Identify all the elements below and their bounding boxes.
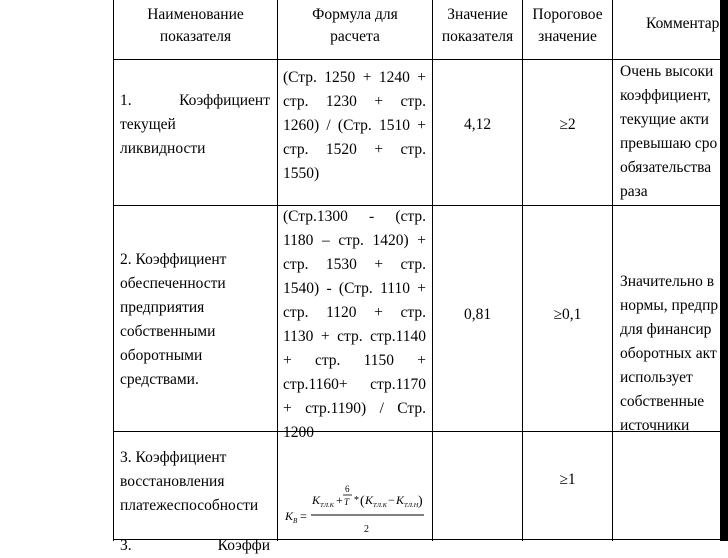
- row3-threshold: ≥1: [559, 471, 576, 488]
- formula-frac-den: T: [344, 497, 350, 507]
- row2-value: 0,81: [463, 306, 492, 323]
- row2-name: 2. Коэффициент обеспеченности предприятия собственными оборотными средствами.: [120, 251, 227, 388]
- table-border-col4: [522, 0, 523, 541]
- header-name: Наименование показателя: [147, 6, 244, 45]
- table-border-col2: [277, 0, 278, 541]
- row1-threshold: ≥2: [559, 116, 576, 133]
- row3-name: 3. Коэффициент восстановления платежеспособности: [120, 449, 259, 514]
- formula-lhs: K: [285, 509, 294, 523]
- formula-term2-sub: ТЛ.К: [373, 502, 387, 509]
- header-value: Значение показателя: [441, 6, 514, 45]
- formula-minus: −: [388, 493, 395, 507]
- formula-term2: K: [365, 493, 374, 507]
- row2-formula: (Стр.1300 - (стр. 1180 – стр. 1420) + стр. 1530 + стр. 1540) - (Стр. 1110 + стр. 1120 + стр. 1130 + стр. стр.1140 + стр. 1150 + стр.1160+ стр.1170 + стр.1190) / Стр. 1200: [283, 208, 426, 441]
- header-formula: Формула для расчета: [312, 6, 398, 45]
- row3-formula: [282, 478, 430, 538]
- row1-name-line1: 1. Коэффициент текущей ликвидности: [120, 92, 270, 157]
- row1-value: 4,12: [463, 116, 492, 133]
- formula-plus: +: [336, 493, 343, 507]
- row2-threshold: ≥0,1: [553, 306, 582, 323]
- row4-name: 3. Коэффи: [120, 537, 270, 554]
- header-comment: Комментар: [646, 15, 720, 32]
- table-border-col3: [432, 0, 433, 541]
- table-border-right: [720, 0, 728, 541]
- formula-lhs-sub: В: [293, 517, 298, 525]
- header-threshold: Пороговое значение: [532, 6, 603, 45]
- table-border-col5: [612, 0, 613, 541]
- formula-term1: K: [312, 493, 321, 507]
- recovery-ratio-formula: [282, 478, 430, 538]
- formula-lparen: (: [360, 494, 365, 509]
- formula-term3-sub: ТЛ.Н: [404, 502, 419, 509]
- formula-rparen: ): [418, 494, 423, 509]
- row1-comment: Очень высоки коэффициент, текущие акти превышаю сро обязательства раза: [620, 63, 718, 200]
- formula-times: *: [354, 495, 359, 506]
- formula-term1-sub: ТЛ.К: [320, 502, 334, 509]
- table-border-left: [113, 0, 114, 541]
- formula-term3: K: [396, 493, 405, 507]
- row1-formula: (Стр. 1250 + 1240 + стр. 1230 + стр. 1260) / (Стр. 1510 + стр. 1520 + стр. 1550): [283, 69, 426, 182]
- formula-denominator: 2: [364, 524, 369, 535]
- formula-frac-num: 6: [345, 484, 350, 494]
- formula-equals: =: [300, 509, 307, 523]
- row2-comment: Значительно в нормы, предпр для финансир оборотных акт использует собственные источники: [620, 273, 719, 434]
